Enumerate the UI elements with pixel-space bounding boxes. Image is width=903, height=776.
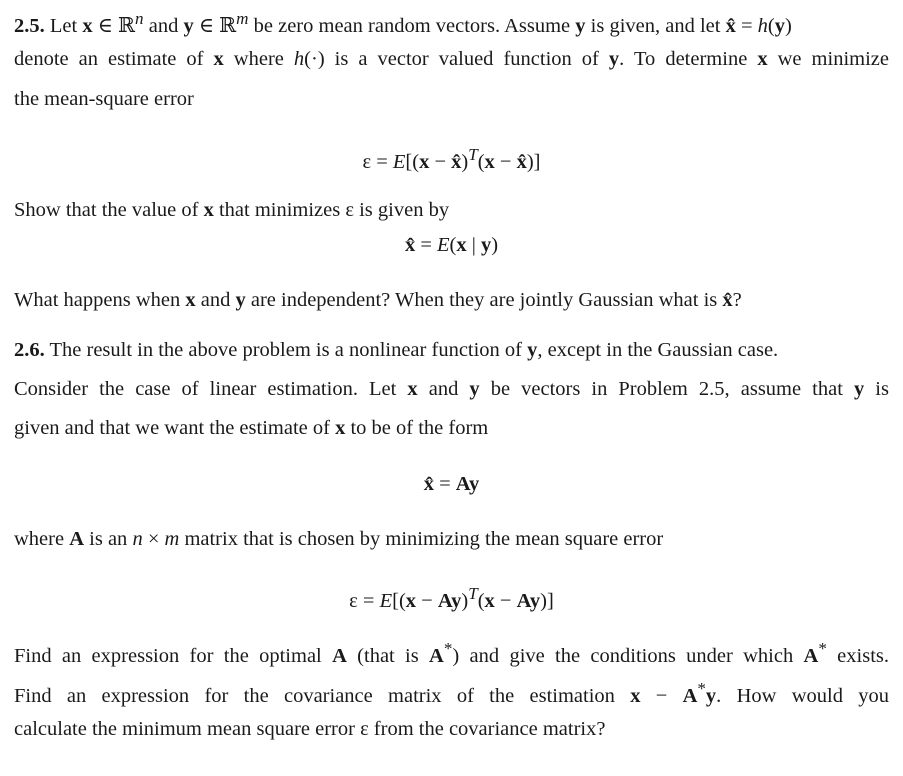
p25-line-2: denote an estimate of x where h(·) is a vector valued function of y. To determine x we minimize (14, 48, 889, 70)
equation-conditional-mean: x̂ = E(x | y) (404, 234, 499, 256)
p26-line-2: Consider the case of linear estimation. Let x and y be vectors in Problem 2.5, assume that y is (14, 378, 889, 400)
equation-linear-estimate: x̂ = Ay (423, 473, 480, 495)
equation-mse: ε = E[(x − x̂)$^T$(x − x̂)] (362, 145, 541, 173)
p26-where-line: where A is an n × m matrix that is chosen by minimizing the mean square error (14, 528, 664, 550)
problem-number: 2.6. (14, 339, 45, 361)
p26-find-line-3: calculate the minimum mean square error ε from the covariance matrix? (14, 718, 606, 740)
p25-question-line: What happens when x and y are independent? When they are jointly Gaussian what is x̂? (14, 289, 742, 311)
p26-line-1: 2.6. The result in the above problem is a nonlinear function of y, except in the Gaussian case. (14, 339, 779, 361)
p25-line-3: the mean-square error (14, 88, 194, 110)
p26-find-line-1: Find an expression for the optimal A (that is A*) and give the conditions under which A* exists. (14, 639, 890, 667)
equation-linear-mse: $\varepsilon = E[(x - Ay)^T(x - Ay)]$ (349, 584, 554, 612)
p25-show-line: Show that the value of x that minimizes ε is given by (14, 199, 450, 221)
problem-number: 2.5. (14, 14, 45, 37)
p25-line-1: 2.5. Let x ∈ ℝ$^n$ and y ∈ ℝ$^m$ be zero mean random vectors. Assume y is given, and let x̂ = h(y) (14, 9, 792, 37)
p26-find-line-2: Find an expression for the covariance matrix of the estimation x − A*y. How would you (14, 679, 889, 707)
p26-line-3: given and that we want the estimate of x to be of the form (14, 417, 489, 439)
